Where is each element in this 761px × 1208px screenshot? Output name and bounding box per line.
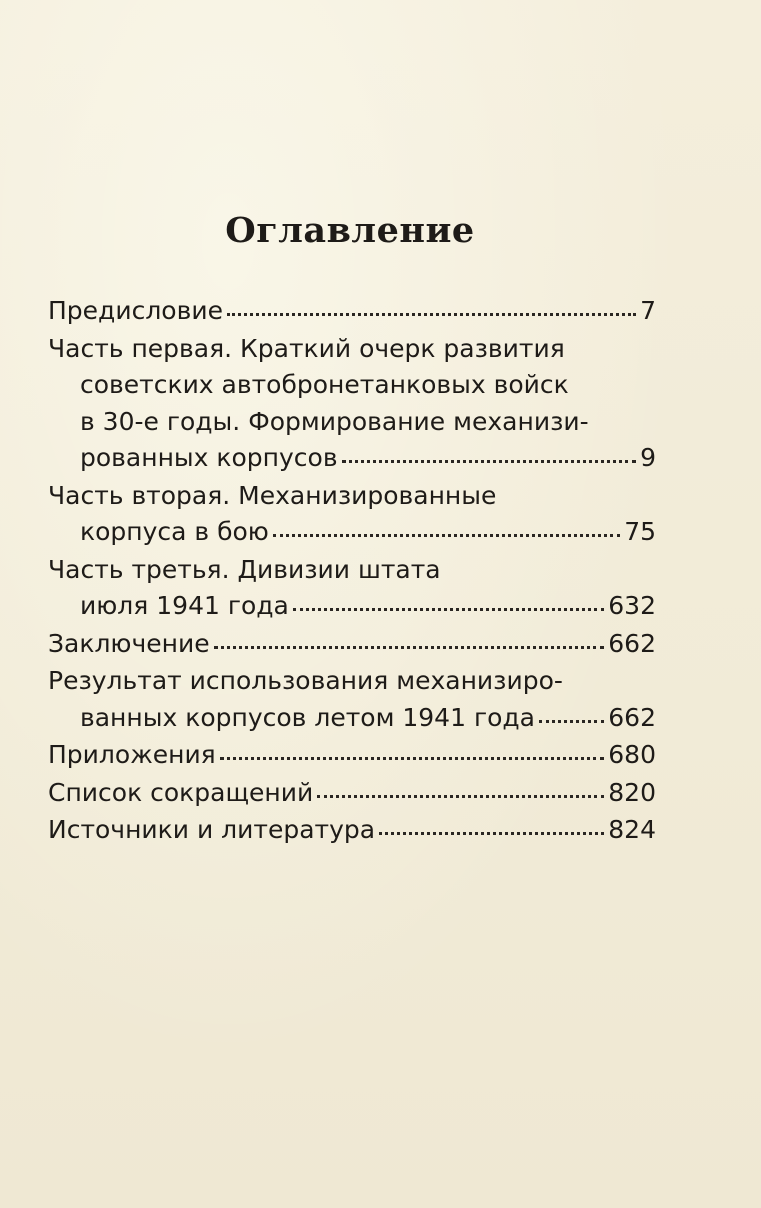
page-title: Оглавление (225, 210, 475, 251)
table-of-contents (48, 293, 656, 850)
toc-entry-last-line (48, 588, 656, 625)
toc-entry-line: Результат использования механизиро- (48, 666, 563, 695)
toc-entry-last-line (48, 700, 656, 737)
toc-entry-last-line (48, 514, 656, 551)
toc-page-number: 7 (640, 296, 656, 325)
toc-entry-title: Предисловие (48, 296, 223, 325)
dot-leader (227, 312, 636, 316)
toc-entry-title: корпуса в бою (80, 517, 269, 546)
toc-entry (48, 552, 656, 625)
toc-entry-last-line (48, 737, 656, 774)
toc-entry (48, 663, 656, 736)
toc-entry-line: Часть первая. Краткий очерк развития (48, 333, 565, 363)
toc-entry-last-line (48, 775, 656, 812)
dot-leader (539, 719, 604, 723)
toc-entry-last-line (48, 626, 656, 663)
toc-entry (48, 293, 656, 330)
dot-leader (220, 756, 605, 760)
dot-leader (273, 533, 620, 537)
toc-entry-line: в 30-е годы. Формирование механизи- (80, 406, 589, 436)
toc-page-number: 662 (608, 702, 656, 732)
toc-entry (48, 626, 656, 663)
toc-entry (48, 737, 656, 774)
toc-entry-line: Часть третья. Дивизии штата (48, 554, 441, 584)
toc-entry-title: июля 1941 года (80, 591, 289, 620)
toc-page-number: 9 (640, 443, 656, 472)
toc-entry-title: ванных корпусов летом 1941 года (80, 702, 535, 732)
toc-entry-title: Источники и литература (48, 815, 376, 844)
toc-page-number: 632 (608, 591, 656, 620)
toc-entry (48, 331, 656, 477)
toc-entry-title: Заключение (48, 628, 210, 658)
toc-entry-line: Часть вторая. Механизированные (48, 480, 497, 510)
toc-entry-last-line (48, 293, 656, 330)
toc-entry-title: Приложения (48, 740, 216, 769)
toc-entry-last-line (48, 812, 656, 849)
toc-page-number: 680 (608, 740, 656, 769)
toc-page-number: 75 (624, 517, 656, 546)
toc-entry (48, 812, 656, 849)
toc-entry (48, 478, 656, 551)
toc-entry-line: советских автобронетанковых войск (80, 370, 569, 399)
toc-entry-title: рованных корпусов (80, 443, 338, 472)
dot-leader (342, 459, 637, 463)
dot-leader (379, 831, 604, 835)
toc-entry-last-line (48, 440, 656, 477)
dot-leader (214, 645, 605, 649)
dot-leader (317, 794, 604, 798)
toc-page-number: 662 (608, 628, 656, 658)
toc-entry-title: Список сокращений (48, 777, 314, 807)
toc-entry (48, 775, 656, 812)
toc-page-number: 824 (608, 815, 656, 844)
toc-page-number: 820 (608, 777, 656, 807)
dot-leader (293, 607, 604, 611)
